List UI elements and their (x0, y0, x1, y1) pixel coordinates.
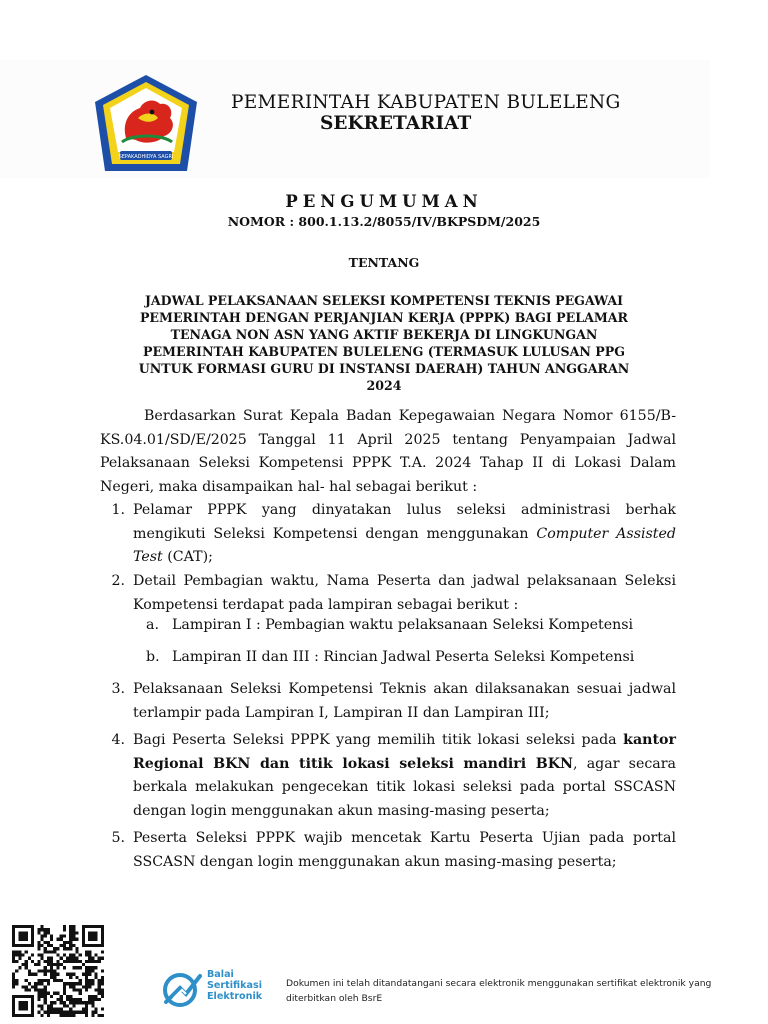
header-title: PEMERINTAH KABUPATEN BULELENG (231, 92, 621, 113)
bsre-name: Balai Sertifikasi Elektronik (207, 969, 263, 1002)
intro-paragraph: Berdasarkan Surat Kepala Badan Kepegawaian Negara Nomor 6155/B-KS.04.01/SD/E/2025 Tanggal 11 April 2025 tentang Penyampaian Jadwal Pelaksanaan Seleksi Kompetensi PPPK T.A. 2024 Tahap II di Lokasi Dalam Negeri, maka disampaikan hal- hal sebagai berikut : (100, 408, 676, 495)
list-number: 1. (111, 502, 125, 518)
list-text: Detail Pembagian waktu, Nama Peserta dan jadwal pelaksanaan Seleksi Kompetensi terdapat pada lampiran sebagai berikut : (133, 573, 676, 613)
sub-letter: b. (146, 649, 160, 665)
bsre-logo-icon (160, 968, 204, 1008)
list-text: Pelaksanaan Seleksi Kompetensi Teknis akan dilaksanakan sesuai jadwal terlampir pada Lampiran I, Lampiran II dan Lampiran III; (133, 681, 676, 721)
list-number: 2. (111, 573, 125, 589)
list-text: Peserta Seleksi PPPK wajib mencetak Kartu Peserta Ujian pada portal SSCASN dengan login menggunakan akun masing-masing peserta; (133, 830, 676, 870)
list-number: 3. (111, 681, 125, 697)
sub-text: Lampiran I : Pembagian waktu pelaksanaan Seleksi Kompetensi (172, 617, 634, 633)
italic-term: Computer Assisted Test (133, 525, 676, 565)
bold-term: kantor Regional BKN dan titik lokasi seleksi mandiri BKN (133, 732, 676, 772)
announcement-title: PENGUMUMAN (285, 192, 483, 211)
sub-text: Lampiran II dan III : Rincian Jadwal Peserta Seleksi Kompetensi (172, 649, 635, 665)
subject-line: UNTUK FORMASI GURU DI INSTANSI DAERAH) TAHUN ANGGARAN (138, 361, 630, 376)
subject-line: JADWAL PELAKSANAAN SELEKSI KOMPETENSI TEKNIS PEGAWAI (144, 293, 624, 308)
sub-letter: a. (146, 617, 159, 633)
subject-line: TENAGA NON ASN YANG AKTIF BEKERJA DI LINGKUNGAN (170, 327, 598, 342)
list-text: Pelamar PPPK yang dinyatakan lulus seleksi administrasi berhak mengikuti Seleksi Kompetensi dengan menggunakan Computer Assisted Test (CAT); (133, 502, 676, 565)
announcement-number: NOMOR : 800.1.13.2/8055/IV/BKPSDM/2025 (227, 214, 541, 229)
buleleng-emblem-icon (92, 72, 200, 176)
qr-code-icon (12, 925, 104, 1017)
about-label: TENTANG (348, 255, 420, 270)
list-number: 4. (111, 732, 125, 748)
svg-text:SEPAKADHIDYA SAGRI: SEPAKADHIDYA SAGRI (118, 154, 174, 160)
subject-line: PEMERINTAH KABUPATEN BULELENG (TERMASUK LULUSAN PPG (142, 344, 625, 359)
signature-note: Dokumen ini telah ditandatangani secara elektronik menggunakan sertifikat elektronik yang diterbitkan oleh BsrE (286, 978, 712, 1004)
list-text: Bagi Peserta Seleksi PPPK yang memilih titik lokasi seleksi pada kantor Regional BKN dan titik lokasi seleksi mandiri BKN, agar secara berkala melakukan pengecekan titik lokasi seleksi pada portal SSCASN dengan login menggunakan akun masing-masing peserta; (133, 732, 676, 819)
header-subtitle: SEKRETARIAT (320, 113, 472, 134)
subject-block (100, 292, 668, 394)
subject-line: 2024 (366, 378, 402, 393)
subject-line: PEMERINTAH DENGAN PERJANJIAN KERJA (PPPK) BAGI PELAMAR (139, 310, 629, 325)
list-number: 5. (111, 830, 125, 846)
